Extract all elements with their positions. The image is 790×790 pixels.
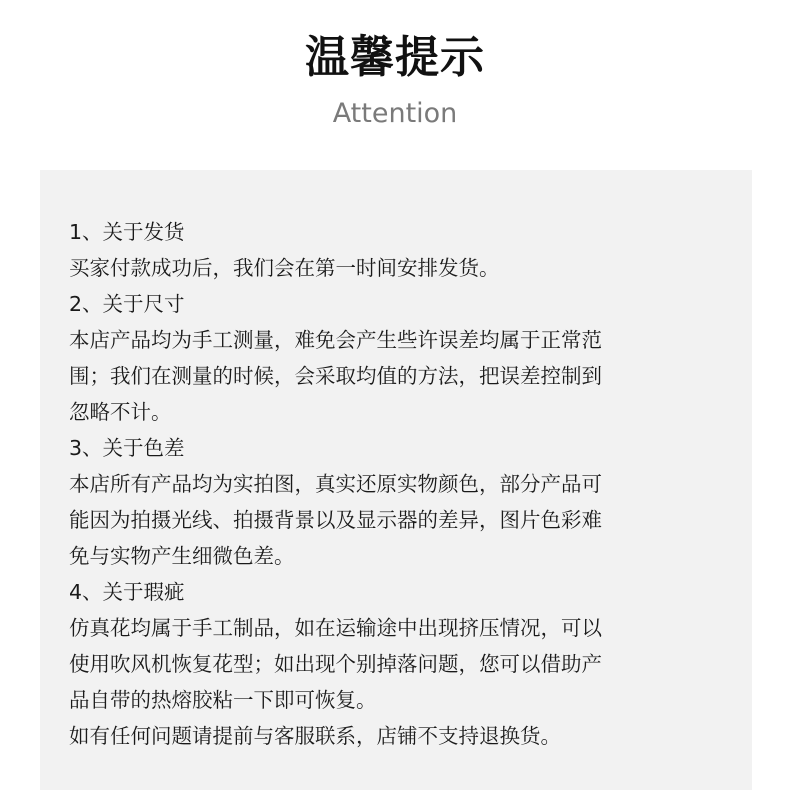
notice-panel: [40, 170, 752, 790]
notice-text-line: 买家付款成功后，我们会在第一时间安排发货。: [69, 256, 500, 280]
notice-text-line: 免与实物产生细微色差。: [69, 544, 295, 568]
section-heading-shipping: 1、关于发货: [69, 220, 185, 244]
notice-text-line: 本店所有产品均为实拍图，真实还原实物颜色，部分产品可: [69, 472, 602, 496]
section-heading-color: 3、关于色差: [69, 436, 185, 460]
notice-footer-line: 如有任何问题请提前与客服联系，店铺不支持退换货。: [69, 724, 561, 748]
notice-text-line: 品自带的热熔胶粘一下即可恢复。: [69, 688, 377, 712]
notice-text-line: 忽略不计。: [69, 400, 172, 424]
page-title: 温馨提示: [305, 32, 485, 83]
notice-text-line: 仿真花均属于手工制品，如在运输途中出现挤压情况，可以: [69, 616, 602, 640]
notice-text-line: 使用吹风机恢复花型；如出现个别掉落问题，您可以借助产: [69, 652, 602, 676]
section-heading-size: 2、关于尺寸: [69, 292, 185, 316]
section-heading-defects: 4、关于瑕疵: [69, 580, 185, 604]
notice-text-line: 能因为拍摄光线、拍摄背景以及显示器的差异，图片色彩难: [69, 508, 602, 532]
page-subtitle: Attention: [332, 98, 458, 129]
notice-text-line: 本店产品均为手工测量，难免会产生些许误差均属于正常范: [69, 328, 602, 352]
notice-content: [69, 214, 699, 754]
notice-text-line: 围；我们在测量的时候，会采取均值的方法，把误差控制到: [69, 364, 602, 388]
